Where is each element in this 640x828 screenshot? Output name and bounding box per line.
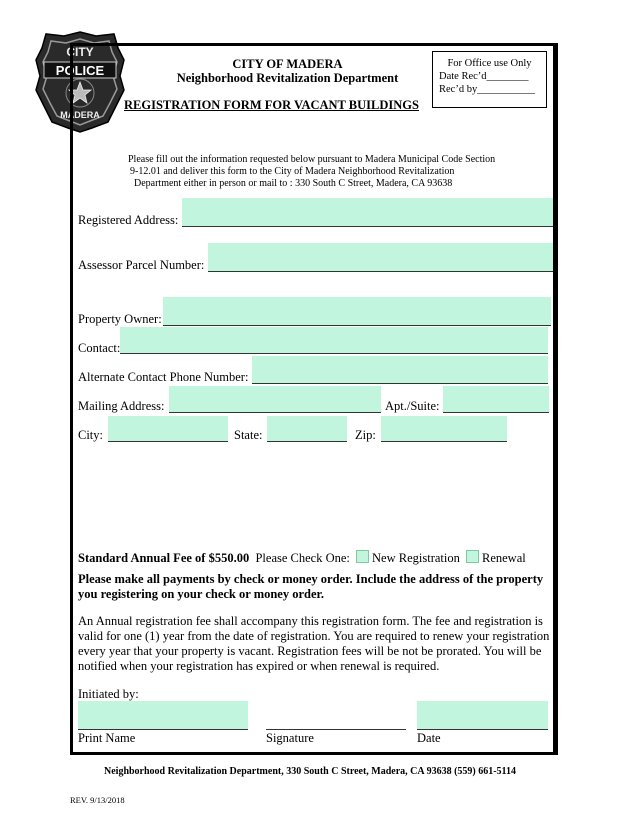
alt-phone-input[interactable] — [252, 356, 548, 384]
badge-bottom-text: MADERA — [60, 110, 100, 120]
footer-address: Neighborhood Revitalization Department, 330 South C Street, Madera, CA 93638 (559) 661-5114 — [104, 766, 517, 777]
revision-date: REV. 9/13/2018 — [70, 795, 125, 805]
state-label: State: — [234, 428, 263, 442]
apt-suite-label: Apt./Suite: — [385, 399, 440, 413]
alt-phone-label: Alternate Contact Phone Number: — [78, 370, 249, 384]
print-name-label: Print Name — [78, 731, 136, 745]
renewal-checkbox[interactable] — [466, 550, 479, 563]
renewal-label: Renewal — [481, 551, 526, 565]
zip-input[interactable] — [381, 416, 507, 442]
city-label: City: — [78, 428, 104, 442]
office-use-box — [432, 51, 547, 108]
terms-paragraph: An Annual registration fee shall accompany this registration form. The fee and registration is valid for one (1) year from the date of registration. You are required to renew your registration every year that your property is vacant. Registration fees will be not be prorated. You will be notified when your registration has expired or when renewal is required. — [78, 614, 550, 673]
initiated-by-label: Initiated by: — [78, 687, 139, 701]
mailing-address-label: Mailing Address: — [78, 399, 165, 413]
apn-label: Assessor Parcel Number: — [78, 258, 205, 272]
signature-line[interactable] — [266, 729, 406, 730]
mailing-address-input[interactable] — [169, 386, 381, 413]
contact-label: Contact: — [78, 341, 121, 355]
date-input[interactable] — [417, 701, 548, 730]
print-name-input[interactable] — [78, 701, 248, 730]
new-registration-label: New Registration — [372, 551, 460, 565]
instructions-line-3: Department either in person or mail to : 330 South C Street, Madera, CA 93638 — [134, 178, 453, 189]
zip-label: Zip: — [355, 428, 376, 442]
department-name: Neighborhood Revitalization Department — [176, 71, 399, 85]
received-by-label: Rec’d by___________ — [439, 84, 535, 95]
contact-input[interactable] — [120, 327, 548, 354]
registered-address-input[interactable] — [182, 198, 553, 227]
state-input[interactable] — [267, 416, 347, 442]
instructions — [128, 154, 548, 190]
city-name: CITY OF MADERA — [232, 57, 343, 71]
office-use-title: For Office use Only — [447, 58, 532, 69]
new-registration-checkbox[interactable] — [356, 550, 369, 563]
date-label: Date — [417, 731, 441, 745]
payment-note: Please make all payments by check or money order. Include the address of the property you registering on your check or money order. — [78, 572, 544, 601]
registered-address-label: Registered Address: — [78, 213, 179, 227]
fee-label: Standard Annual Fee of $550.00 — [78, 551, 250, 565]
instructions-line-2: 9-12.01 and deliver this form to the City of Madera Neighborhood Revitalization — [130, 166, 455, 177]
fee-row — [78, 550, 526, 566]
apn-input[interactable] — [208, 243, 553, 272]
property-owner-label: Property Owner: — [78, 312, 162, 326]
check-one-label: Please Check One: — [255, 551, 350, 565]
badge-top-text: CITY — [66, 45, 94, 59]
badge-middle-text: POLICE — [55, 63, 105, 78]
instructions-line-1: Please fill out the information requested below pursuant to Madera Municipal Code Section — [128, 154, 496, 165]
signature-label: Signature — [266, 731, 314, 745]
property-owner-input[interactable] — [163, 297, 551, 326]
date-received-label: Date Rec’d________ — [439, 71, 529, 82]
form-title: REGISTRATION FORM FOR VACANT BUILDINGS — [124, 98, 419, 112]
apt-suite-input[interactable] — [443, 386, 549, 413]
city-input[interactable] — [108, 416, 228, 442]
